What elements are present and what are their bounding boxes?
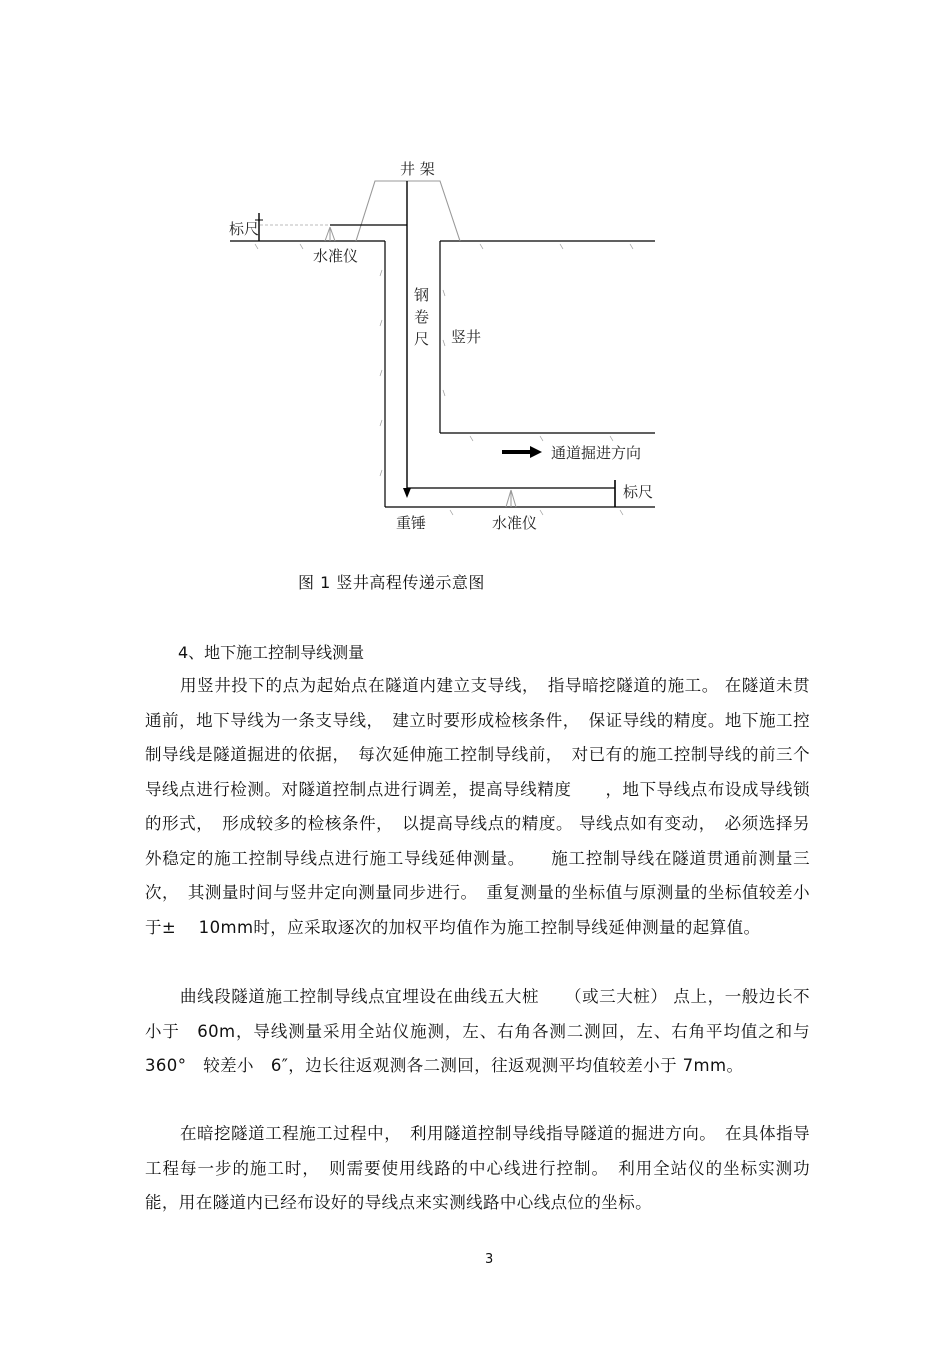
label-tape-2: 卷 [414, 308, 430, 326]
label-level-bottom: 水准仪 [492, 514, 538, 532]
direction-arrow [502, 446, 542, 458]
label-direction: 通道掘进方向 [551, 444, 642, 462]
page-number: 3 [485, 1252, 494, 1267]
paragraph-1: 用竖井投下的点为起始点在隧道内建立支导线， 指导暗挖隧道的施工。 在隧道未贯通前，地下导线为一条支导线， 建立时要形成检核条件， 保证导线的精度。地下施工控制导线是隧道掘进的依据， 每次延伸施工控制导线前， 对已有的施工控制导线的前三个导线点进行检测。对隧道控制点进行调差，提高导线精度 ，地下导线点布设成导线锁的形式， 形成较多的检核条件， 以提高导线点的精度。 导线点如有变动， 必须选择另外稳定的施工控制导线点进行施工导线延伸测量。 施工控制导线在隧道贯通前测量三次， 其测量时间与竖井定向测量同步进行。 重复测量的坐标值与原测量的坐标值较差小于± 10mm时，应采取逐次的加权平均值作为施工控制导线延伸测量的起算值。 [145, 676, 810, 937]
label-tape-3: 尺 [414, 330, 430, 348]
wall-hatching [255, 244, 633, 515]
label-shaft: 竖井 [451, 328, 482, 346]
headframe-legs [356, 181, 460, 241]
level-top-tripod [325, 227, 335, 241]
figure-caption: 图 1 竖井高程传递示意图 [298, 573, 485, 592]
label-headframe: 井 架 [400, 160, 435, 178]
section-heading: 4、地下施工控制导线测量 [178, 643, 365, 662]
label-plumb: 重锤 [396, 514, 427, 532]
level-bottom-tripod [506, 490, 516, 507]
shaft-elevation-diagram [0, 0, 950, 560]
paragraph-3: 在暗挖隧道工程施工过程中， 利用隧道控制导线指导隧道的掘进方向。 在具体指导工程每一步的施工时， 则需要使用线路的中心线进行控制。 利用全站仪的坐标实测功能，用在隧道内已经布设好的导线点来实测线路中心线点位的坐标。 [145, 1124, 810, 1212]
label-staff-bottom: 标尺 [623, 483, 654, 501]
plumb-bob [403, 488, 411, 498]
label-staff-top: 标尺 [229, 220, 260, 238]
label-level-top: 水准仪 [313, 247, 359, 265]
label-tape-1: 钢 [414, 286, 430, 304]
paragraph-2: 曲线段隧道施工控制导线点宜埋设在曲线五大桩 （或三大桩） 点上，一般边长不小于 60m，导线测量采用全站仪施测，左、右角各测二测回，左、右角平均值之和与 360° 较差小 6″，边长往返观测各二测回，往返观测平均值较差小于 7mm。 [145, 987, 827, 1075]
